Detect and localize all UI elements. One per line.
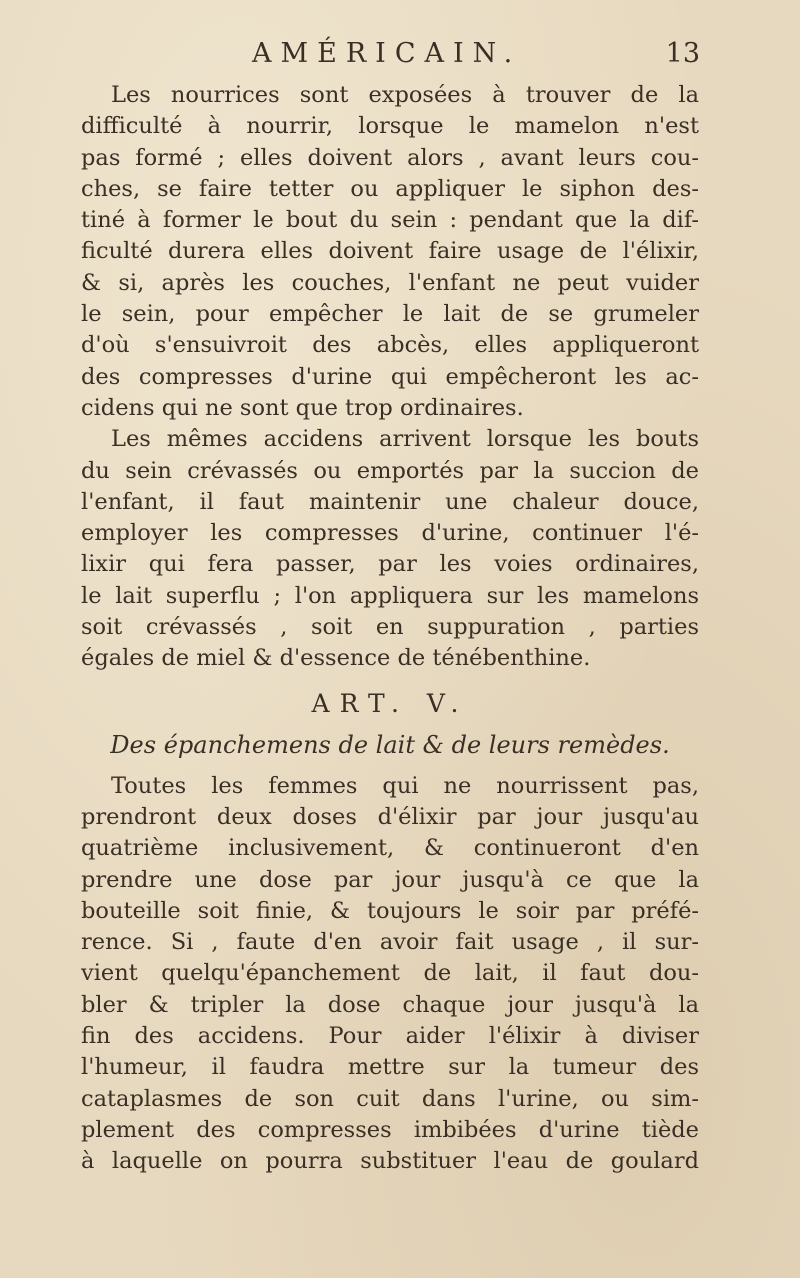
text-line: lixir qui fera passer, par les voies ordinaires, — [81, 551, 699, 578]
page-header — [0, 38, 800, 78]
text-line: soit crévassés , soit en suppuration , parties — [81, 614, 699, 641]
running-head: AMÉRICAIN. — [252, 38, 522, 69]
text-line: vient quelqu'épanchement de lait, il faut dou- — [81, 960, 699, 987]
paragraph-3 — [81, 771, 699, 1178]
text-line: quatrième inclusivement, & continueront d'en — [81, 835, 699, 862]
text-line: le lait superflu ; l'on appliquera sur les mamelons — [81, 582, 699, 609]
article-subtitle: Des épanchemens de lait & de leurs remèdes. — [110, 730, 670, 759]
text-line: bouteille soit finie, & toujours le soir par préfé- — [81, 897, 699, 924]
text-line: du sein crévassés ou emportés par la succion de — [81, 457, 699, 484]
article-heading: ART. V. — [311, 688, 469, 718]
text-line: Les mêmes accidens arrivent lorsque les bouts — [111, 426, 699, 453]
text-line: Les nourrices sont exposées à trouver de la — [111, 82, 699, 108]
text-line: égales de miel & d'essence de ténébenthine. — [81, 645, 591, 672]
text-line: employer les compresses d'urine, continuer l'é- — [81, 520, 699, 547]
text-line: prendre une dose par jour jusqu'à ce que la — [81, 866, 699, 893]
text-line: tiné à former le bout du sein : pendant que la dif- — [81, 207, 699, 234]
paragraph-2 — [81, 424, 699, 674]
text-line: bler & tripler la dose chaque jour jusqu'à la — [81, 991, 699, 1018]
text-line: difficulté à nourrir, lorsque le mamelon n'est — [81, 113, 699, 140]
text-line: prendront deux doses d'élixir par jour jusqu'au — [81, 803, 699, 830]
text-line: cidens qui ne sont que trop ordinaires. — [81, 394, 524, 421]
text-line: Toutes les femmes qui ne nourrissent pas, — [111, 772, 699, 799]
text-line: & si, après les couches, l'enfant ne peut vuider — [81, 269, 699, 296]
text-line: l'enfant, il faut maintenir une chaleur douce, — [81, 488, 699, 515]
text-line: d'où s'ensuivroit des abcès, elles appliqueront — [81, 332, 699, 359]
text-line: cataplasmes de son cuit dans l'urine, ou sim- — [81, 1085, 699, 1112]
text-line: fin des accidens. Pour aider l'élixir à diviser — [81, 1023, 699, 1050]
text-line: ficulté durera elles doivent faire usage de l'élixir, — [81, 238, 699, 265]
page-number: 13 — [665, 38, 700, 69]
paragraph-1 — [81, 80, 699, 424]
text-line: à laquelle on pourra substituer l'eau de goulard — [81, 1148, 699, 1175]
text-line: plement des compresses imbibées d'urine tiède — [81, 1116, 699, 1143]
text-line: rence. Si , faute d'en avoir fait usage , il sur- — [81, 929, 699, 956]
text-line: l'humeur, il faudra mettre sur la tumeur des — [81, 1054, 699, 1081]
text-line: des compresses d'urine qui empêcheront les ac- — [81, 363, 699, 390]
text-line: ches, se faire tetter ou appliquer le siphon des- — [81, 175, 699, 202]
body-text — [81, 80, 699, 1178]
text-line: pas formé ; elles doivent alors , avant leurs cou- — [81, 144, 699, 171]
text-line: le sein, pour empêcher le lait de se grumeler — [81, 301, 699, 328]
